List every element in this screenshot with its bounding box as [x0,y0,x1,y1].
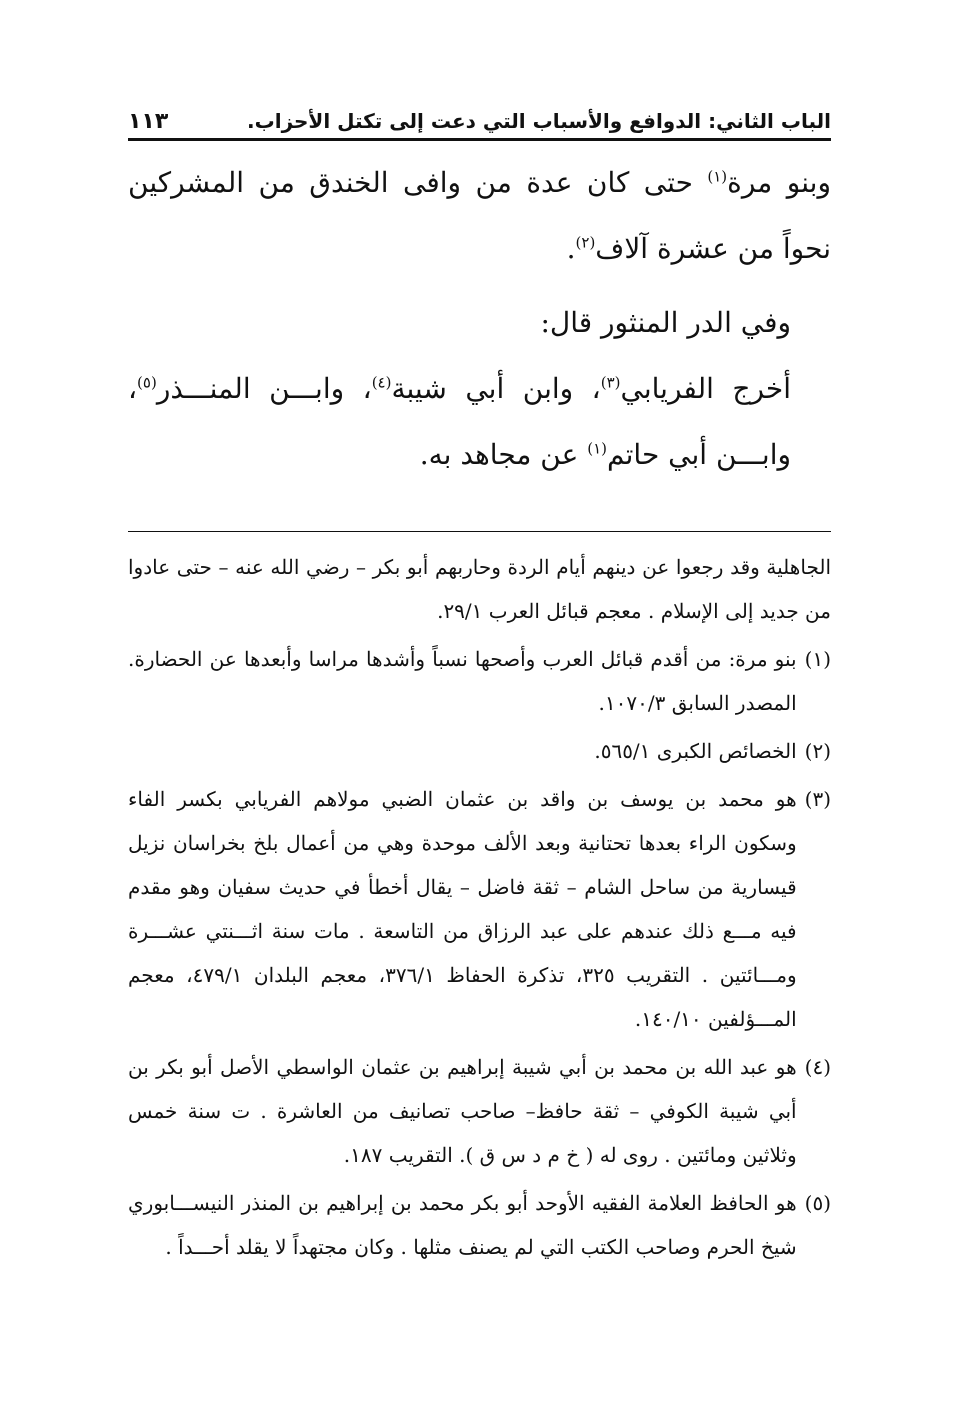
paragraph-2: وفي الدر المنثور قال: [540,306,791,339]
footnote-mark: (٤) [804,1055,831,1079]
footnote-separator [128,531,831,532]
text-run: ، وابـــن المنـــذر [156,372,372,405]
footnote-ref-6: (١) [587,439,607,458]
chapter-title: الباب الثاني: الدوافع والأسباب التي دعت إلى تكتل الأحزاب. [247,109,831,133]
footnotes [128,545,831,1273]
text-run: وبنو مرة [727,166,831,199]
footnote-1 [128,637,831,725]
text-run: حتى كان عدة من وافى الخندق من المشركين نحواً من عشرة آلاف [128,166,831,265]
footnote-mark: (٥) [804,1191,831,1215]
footnote-ref-3: (٣) [600,373,621,392]
footnote-text: هو عبد الله بن محمد بن أبي شيبة إبراهيم بن عثمان الواسطي الأصل أبو بكر بن أبي شيبة الكوفي – ثقة حافظ– صاحب تصانيف من العاشرة . ت سنة خمس وثلاثين ومائتين . روى له ( خ م د س ق ). التقريب ١٨٧. [128,1055,797,1167]
footnote-mark: (٣) [804,787,831,811]
text-run: عن مجاهد به. [419,438,588,471]
text-run: ، وابـــن أبي حاتم [128,372,791,471]
header-rule [128,138,831,141]
text-run: ، وابن أبي شيبة [391,372,601,405]
page-number: ١١٣ [128,108,169,134]
footnote-3 [128,777,831,1041]
footnote-5 [128,1181,831,1269]
footnote-ref-1: (١) [707,167,728,186]
footnote-2 [128,729,831,773]
text-run: . [566,232,576,265]
footnote-ref-4: (٤) [371,373,392,392]
paragraph-3 [128,356,831,488]
footnote-4 [128,1045,831,1177]
footnote-text: هو محمد بن يوسف بن واقد بن عثمان الضبي مولاهم الفريابي بكسر الفاء وسكون الراء بعدها تحتانية وبعد الألف موحدة وهي من أعمال بلخ بخراسان نزيل قيسارية من ساحل الشام – ثقة فاضل – يقال أخطأ في حديث سفيان وهو مقدم فيه مـــع ذلك عندهم على عبد الرزاق من التاسعة . مات سنة اثـــنتي عشـــرة ومـــائتين . التقريب ٣٢٥، تذكرة الحفاظ ٣٧٦/١، معجم البلدان ٤٧٩/١، معجم المـــؤلفين ١٤٠/١٠. [128,787,797,1031]
footnote-ref-5: (٥) [137,373,157,392]
footnote-text: بنو مرة: من أقدم قبائل العرب وأصحها نسباً وأشدها مراسا وأبعدها عن الحضارة. المصدر السابق ١٠٧٠/٣. [128,647,797,715]
main-text [128,150,831,488]
running-header [128,104,831,138]
paragraph-1 [128,150,831,282]
footnote-continued: الجاهلية وقد رجعوا عن دينهم أيام الردة وحاربهم أبو بكر – رضي الله عنه – حتى عادوا من جديد إلى الإسلام . معجم قبائل العرب ٢٩/١. [128,555,831,623]
footnote-text: الخصائص الكبرى ٥٦٥/١. [594,739,797,763]
text-run: أخرج الفريابي [620,372,791,405]
footnote-mark: (١) [804,647,831,671]
footnote-mark: (٢) [804,739,831,763]
footnote-text: هو الحافظ العلامة الفقيه الأوحد أبو بكر محمد بن إبراهيم بن المنذر النيســـابوري شيخ الحرم وصاحب الكتب التي لم يصنف مثلها . وكان مجتهداً لا يقلد أحـــداً . [128,1191,797,1259]
footnote-ref-2: (٢) [575,233,596,252]
